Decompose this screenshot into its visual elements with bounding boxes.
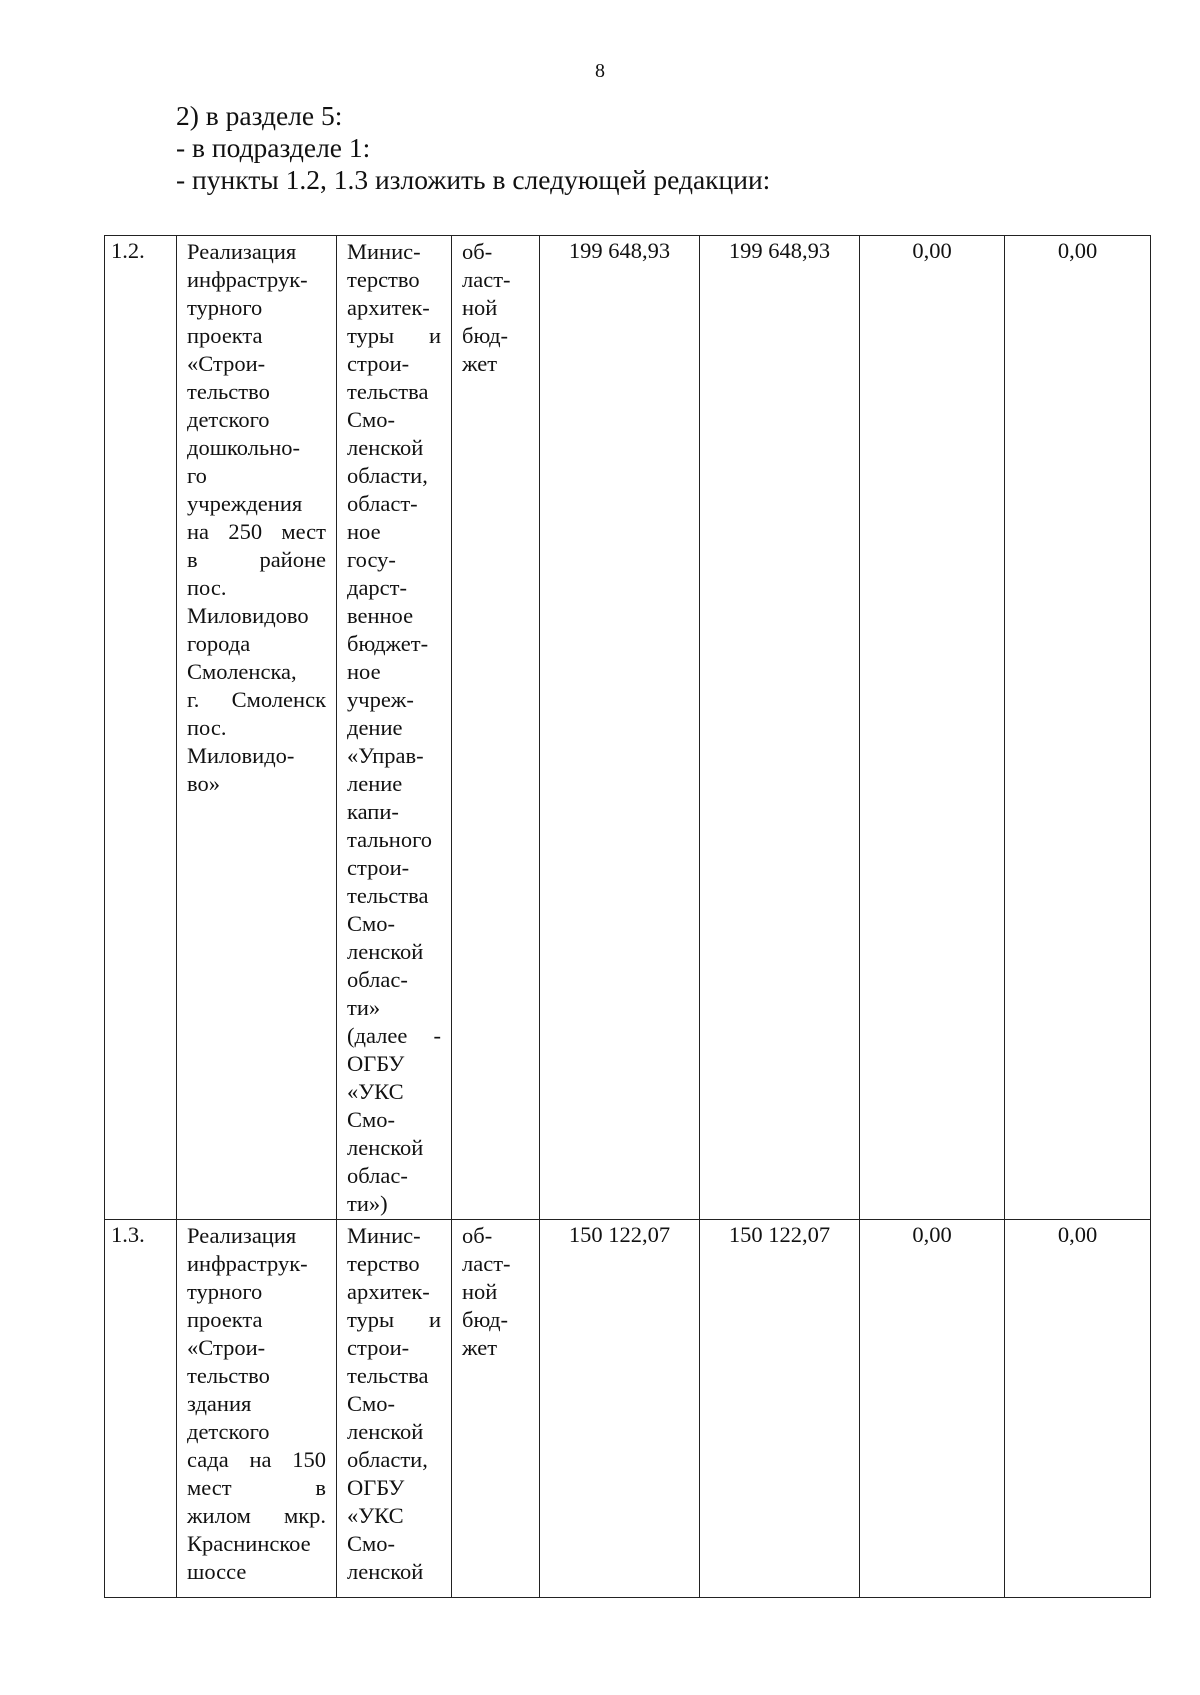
cell-word: мест: [187, 1475, 232, 1500]
cell-text-line: Минис-: [347, 239, 421, 264]
cell-text-line: Реализация: [187, 1223, 297, 1248]
cell-text-line: дошкольно-: [187, 435, 301, 460]
cell-text-line: ленской: [347, 939, 424, 964]
cell-text-line: ной: [462, 295, 498, 320]
cell-text-line: Смо-: [347, 1391, 395, 1416]
cell-text-line: Смо-: [347, 407, 395, 432]
year1-amount-cell: 150 122,07: [700, 1220, 860, 1598]
cell-text-line: ленской: [347, 435, 424, 460]
cell-text-line: детского: [187, 407, 270, 432]
cell-word: на: [187, 519, 210, 544]
total-amount-cell: 199 648,93: [540, 236, 700, 1220]
cell-text-line: ласт-: [462, 1251, 511, 1276]
cell-text-line: Смо-: [347, 1531, 395, 1556]
cell-word: мкр.: [283, 1503, 326, 1528]
cell-text-line: капи-: [347, 799, 399, 824]
cell-text-line: проекта: [187, 1307, 263, 1332]
cell-text-line: [187, 1446, 326, 1474]
cell-text-line: Смо-: [347, 911, 395, 936]
cell-text-line: венное: [347, 603, 414, 628]
cell-text-line: ление: [347, 771, 403, 796]
cell-text-line: учреждения: [187, 491, 303, 516]
cell-text-line: «Строи-: [187, 1335, 266, 1360]
responsible-cell: [337, 236, 452, 1220]
cell-word: Смоленск: [231, 687, 326, 712]
cell-text-line: област-: [347, 491, 418, 516]
item-name-cell: [177, 236, 337, 1220]
cell-text-line: пос.: [187, 575, 227, 600]
cell-text-line: Краснинское: [187, 1531, 311, 1556]
intro-text: [176, 100, 770, 196]
cell-text-line: тельства: [347, 379, 429, 404]
cell-text-line: бюд-: [462, 323, 509, 348]
cell-text-line: турного: [187, 1279, 263, 1304]
cell-text-line: [187, 1502, 326, 1530]
cell-text-line: области,: [347, 463, 428, 488]
cell-text-line: тельства: [347, 1363, 429, 1388]
funding-source-cell: [452, 236, 540, 1220]
cell-text-line: ное: [347, 519, 381, 544]
cell-word: туры: [347, 1307, 395, 1332]
cell-text-line: го: [187, 463, 207, 488]
cell-text-line: [187, 546, 326, 574]
year3-amount-cell: 0,00: [1005, 236, 1151, 1220]
cell-word: в: [315, 1475, 326, 1500]
budget-table: [104, 235, 1151, 1598]
cell-text-line: Миловидово: [187, 603, 309, 628]
item-name-cell: [177, 1220, 337, 1598]
cell-text-line: архитек-: [347, 295, 430, 320]
cell-text-line: строи-: [347, 351, 410, 376]
cell-word: мест: [281, 519, 326, 544]
responsible-cell: [337, 1220, 452, 1598]
cell-text-line: [187, 686, 326, 714]
cell-text-line: строи-: [347, 1335, 410, 1360]
intro-line-items: - пункты 1.2, 1.3 изложить в следующей редакции:: [176, 164, 771, 195]
cell-text-line: учреж-: [347, 687, 414, 712]
cell-text-line: инфраструк-: [187, 267, 308, 292]
cell-text-line: [347, 1306, 441, 1334]
cell-text-line: Минис-: [347, 1223, 421, 1248]
cell-text-line: пос.: [187, 715, 227, 740]
cell-word: на: [249, 1447, 272, 1472]
item-number-cell: 1.2.: [105, 236, 177, 1220]
cell-text-line: тельства: [347, 883, 429, 908]
cell-text-line: тельство: [187, 1363, 270, 1388]
cell-text-line: об-: [462, 239, 493, 264]
cell-text-line: архитек-: [347, 1279, 430, 1304]
cell-text-line: ласт-: [462, 267, 511, 292]
year1-amount-cell: 199 648,93: [700, 236, 860, 1220]
cell-word: (далее: [347, 1023, 408, 1048]
cell-text-line: Смоленска,: [187, 659, 297, 684]
intro-line-subsection: - в подразделе 1:: [176, 132, 371, 163]
cell-text-line: шоссе: [187, 1559, 247, 1584]
cell-text-line: ти»): [347, 1191, 388, 1216]
cell-text-line: «Строи-: [187, 351, 266, 376]
cell-word: в: [187, 547, 198, 572]
cell-word: 150: [292, 1447, 326, 1472]
table-row: [105, 1220, 1151, 1598]
cell-text-line: области,: [347, 1447, 428, 1472]
cell-text-line: жет: [462, 1335, 498, 1360]
page-number: 8: [595, 60, 605, 82]
year2-amount-cell: 0,00: [860, 1220, 1005, 1598]
cell-text-line: ти»: [347, 995, 381, 1020]
year3-amount-cell: 0,00: [1005, 1220, 1151, 1598]
cell-text-line: «УКС: [347, 1079, 404, 1104]
cell-text-line: ОГБУ: [347, 1475, 405, 1500]
cell-text-line: терство: [347, 1251, 420, 1276]
cell-text-line: во»: [187, 771, 220, 796]
cell-text-line: детского: [187, 1419, 270, 1444]
cell-text-line: [347, 1022, 441, 1050]
intro-line-section: 2) в разделе 5:: [176, 100, 343, 131]
cell-text-line: дарст-: [347, 575, 407, 600]
cell-text-line: «Управ-: [347, 743, 424, 768]
cell-word: жилом: [187, 1503, 251, 1528]
cell-text-line: об-: [462, 1223, 493, 1248]
cell-text-line: бюджет-: [347, 631, 429, 656]
cell-text-line: бюд-: [462, 1307, 509, 1332]
cell-text-line: «УКС: [347, 1503, 404, 1528]
cell-word: сада: [187, 1447, 229, 1472]
cell-text-line: ленской: [347, 1559, 424, 1584]
cell-text-line: дение: [347, 715, 403, 740]
cell-text-line: ленской: [347, 1135, 424, 1160]
cell-word: районе: [259, 547, 326, 572]
cell-text-line: терство: [347, 267, 420, 292]
table-row: [105, 236, 1151, 1220]
cell-text-line: строи-: [347, 855, 410, 880]
year2-amount-cell: 0,00: [860, 236, 1005, 1220]
cell-word: и: [428, 323, 441, 348]
cell-text-line: ОГБУ: [347, 1051, 405, 1076]
cell-text-line: ленской: [347, 1419, 424, 1444]
cell-word: 250: [228, 519, 263, 544]
cell-text-line: жет: [462, 351, 498, 376]
cell-text-line: ной: [462, 1279, 498, 1304]
cell-word: и: [428, 1307, 441, 1332]
cell-word: -: [433, 1023, 441, 1048]
total-amount-cell: 150 122,07: [540, 1220, 700, 1598]
cell-text-line: тального: [347, 827, 432, 852]
cell-word: г.: [187, 687, 200, 712]
cell-text-line: здания: [187, 1391, 252, 1416]
cell-text-line: Реализация: [187, 239, 297, 264]
cell-text-line: [347, 322, 441, 350]
cell-text-line: инфраструк-: [187, 1251, 308, 1276]
cell-text-line: [187, 518, 326, 546]
cell-text-line: города: [187, 631, 251, 656]
cell-word: туры: [347, 323, 395, 348]
funding-source-cell: [452, 1220, 540, 1598]
cell-text-line: облас-: [347, 967, 408, 992]
cell-text-line: тельство: [187, 379, 270, 404]
item-number-cell: 1.3.: [105, 1220, 177, 1598]
cell-text-line: [187, 1474, 326, 1502]
cell-text-line: проекта: [187, 323, 263, 348]
cell-text-line: турного: [187, 295, 263, 320]
cell-text-line: Смо-: [347, 1107, 395, 1132]
cell-text-line: облас-: [347, 1163, 408, 1188]
cell-text-line: госу-: [347, 547, 396, 572]
cell-text-line: Миловидо-: [187, 743, 295, 768]
cell-text-line: ное: [347, 659, 381, 684]
